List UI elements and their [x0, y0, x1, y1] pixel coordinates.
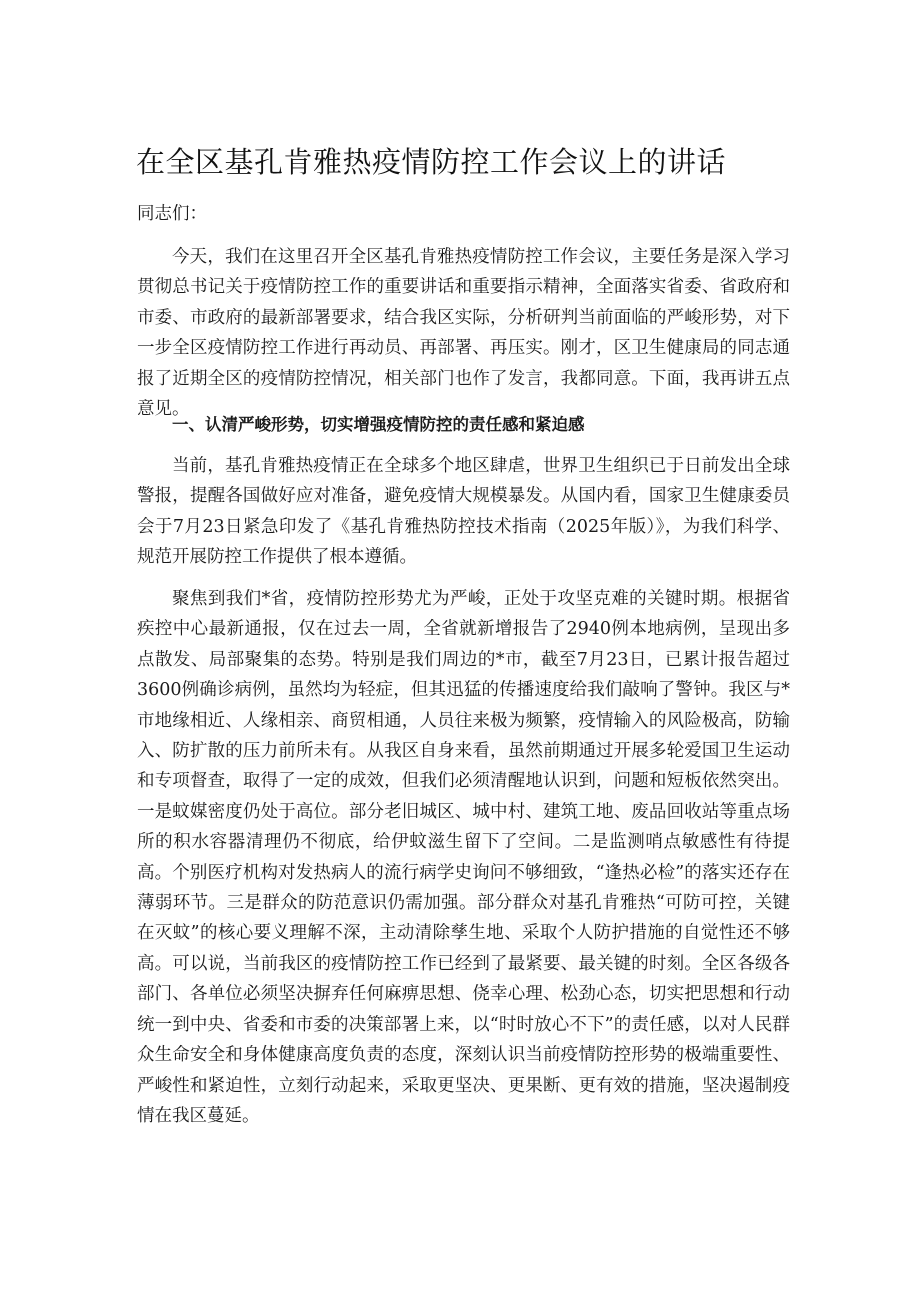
- document-title: 在全区基孔肯雅热疫情防控工作会议上的讲话: [136, 145, 727, 179]
- section-heading: 一、认清严峻形势，切实增强疫情防控的责任感和紧迫感: [172, 415, 585, 434]
- salutation: 同志们：: [137, 204, 207, 224]
- body-paragraph: 当前，基孔肯雅热疫情正在全球多个地区肆虐，世界卫生组织已于日前发出全球警报，提醒各国做好应对准备，避免疫情大规模暴发。从国内看，国家卫生健康委员会于7月23日紧急印发了《基孔肯雅热防控技术指南（2025年版）》，为我们科学、规范开展防控工作提供了根本遵循。: [137, 456, 790, 568]
- opening-paragraph: 今天，我们在这里召开全区基孔肯雅热疫情防控工作会议，主要任务是深入学习贯彻总书记关于疫情防控工作的重要讲话和重要指示精神，全面落实省委、省政府和市委、市政府的最新部署要求，结合我区实际，分析研判当前面临的严峻形势，对下一步全区疫情防控工作进行再动员、再部署、再压实。刚才，区卫生健康局的同志通报了近期全区的疫情防控情况，相关部门也作了发言，我都同意。下面，我再讲五点意见。: [137, 247, 790, 420]
- body-paragraph: 聚焦到我们*省，疫情防控形势尤为严峻，正处于攻坚克难的关键时期。根据省疾控中心最新通报，仅在过去一周，全省就新增报告了2940例本地病例，呈现出多点散发、局部聚集的态势。特别是我们周边的*市，截至7月23日，已累计报告超过3600例确诊病例，虽然均为轻症，但其迅猛的传播速度给我们敲响了警钟。我区与*市地缘相近、人缘相亲、商贸相通，人员往来极为频繁，疫情输入的风险极高，防输入、防扩散的压力前所未有。从我区自身来看，虽然前期通过开展多轮爱国卫生运动和专项督查，取得了一定的成效，但我们必须清醒地认识到，问题和短板依然突出。一是蚊媒密度仍处于高位。部分老旧城区、城中村、建筑工地、废品回收站等重点场所的积水容器清理仍不彻底，给伊蚊滋生留下了空间。二是监测哨点敏感性有待提高。个别医疗机构对发热病人的流行病学史询问不够细致，“逢热必检”的落实还存在薄弱环节。三是群众的防范意识仍需加强。部分群众对基孔肯雅热“可防可控，关键在灭蚊”的核心要义理解不深，主动清除孳生地、采取个人防护措施的自觉性还不够高。可以说，当前我区的疫情防控工作已经到了最紧要、最关键的时刻。全区各级各部门、各单位必须坚决摒弃任何麻痹思想、侥幸心理、松劲心态，切实把思想和行动统一到中央、省委和市委的决策部署上来，以“时时放心不下”的责任感，以对人民群众生命安全和身体健康高度负责的态度，深刻认识当前疫情防控形势的极端重要性、严峻性和紧迫性，立刻行动起来，采取更坚决、更果断、更有效的措施，坚决遏制疫情在我区蔓延。: [137, 589, 790, 1126]
